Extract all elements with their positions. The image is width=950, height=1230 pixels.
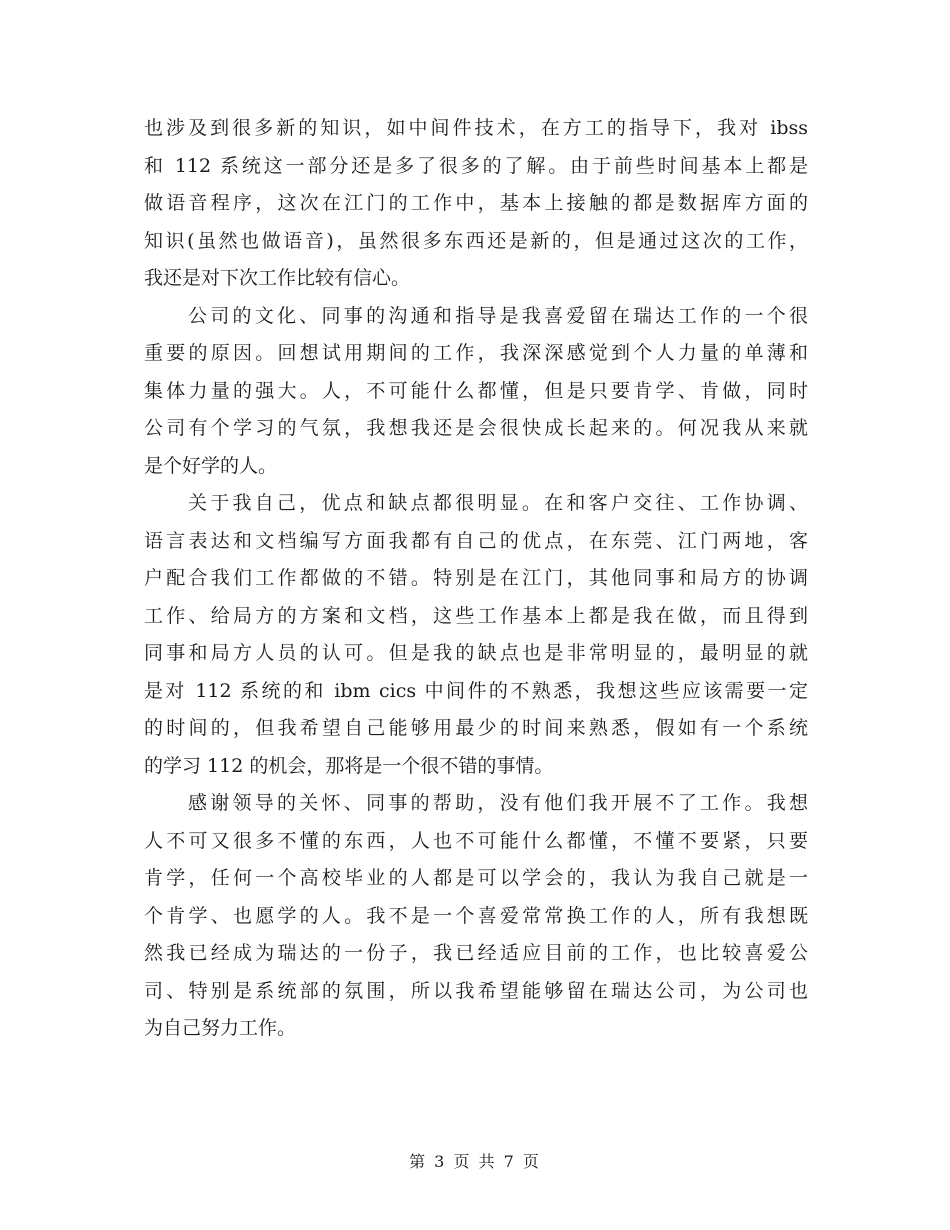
text-line: 工作、给局方的方案和文档，这些工作基本上都是我在做，而且得到 (144, 604, 808, 627)
text-line: 个肯学、也愿学的人。我不是一个喜爱常常换工作的人，所有我想既 (144, 904, 808, 927)
text-line: 做语音程序，这次在江门的工作中，基本上接触的都是数据库方面的 (144, 192, 808, 214)
text-line: 为自己努力工作。 (144, 1017, 297, 1039)
text-line: 肯学，任何一个高校毕业的人都是可以学会的，我认为我自己就是一 (144, 867, 808, 889)
text-line: 户配合我们工作都做的不错。特别是在江门，其他同事和局方的协调 (144, 567, 808, 589)
paragraph (144, 485, 808, 785)
text-line: 的学习 112 的机会，那将是一个很不错的事情。 (144, 754, 554, 777)
text-line: 司、特别是系统部的氛围，所以我希望能够留在瑞达公司，为公司也 (144, 979, 808, 1002)
text-line: 是个好学的人。 (144, 454, 278, 477)
text-line: 人不可又很多不懂的东西，人也不可能什么都懂，不懂不要紧，只要 (144, 829, 808, 852)
page-number-footer: 第 3 页 共 7 页 (409, 1152, 541, 1171)
text-line: 和 112 系统这一部分还是多了很多的了解。由于前些时间基本上都是 (144, 154, 808, 177)
paragraph (144, 785, 808, 1048)
text-line: 感谢领导的关怀、同事的帮助，没有他们我开展不了工作。我想 (188, 792, 808, 814)
text-line: 同事和局方人员的认可。但是我的缺点也是非常明显的，最明显的就 (144, 642, 808, 664)
text-line: 的时间的，但我希望自己能够用最少的时间来熟悉，假如有一个系统 (144, 717, 808, 739)
text-line: 重要的原因。回想试用期间的工作，我深深感觉到个人力量的单薄和 (144, 342, 808, 364)
text-line: 然我已经成为瑞达的一份子，我已经适应目前的工作，也比较喜爱公 (144, 942, 808, 964)
document-body (144, 110, 808, 1048)
text-line: 是对 112 系统的和 ibm cics 中间件的不熟悉，我想这些应该需要一定 (144, 679, 808, 702)
text-line: 也涉及到很多新的知识，如中间件技术，在方工的指导下，我对 ibss (144, 117, 808, 139)
text-line: 知识(虽然也做语音)，虽然很多东西还是新的，但是通过这次的工作， (144, 229, 808, 252)
text-line: 关于我自己，优点和缺点都很明显。在和客户交往、工作协调、 (188, 492, 808, 514)
text-line: 公司的文化、同事的沟通和指导是我喜爱留在瑞达工作的一个很 (188, 304, 808, 327)
text-line: 我还是对下次工作比较有信心。 (144, 267, 411, 289)
paragraph (144, 110, 808, 298)
text-line: 语言表达和文档编写方面我都有自己的优点，在东莞、江门两地，客 (144, 529, 808, 552)
text-line: 集体力量的强大。人，不可能什么都懂，但是只要肯学、肯做，同时 (144, 379, 808, 402)
paragraph (144, 298, 808, 486)
text-line: 公司有个学习的气氛，我想我还是会很快成长起来的。何况我从来就 (144, 417, 808, 439)
